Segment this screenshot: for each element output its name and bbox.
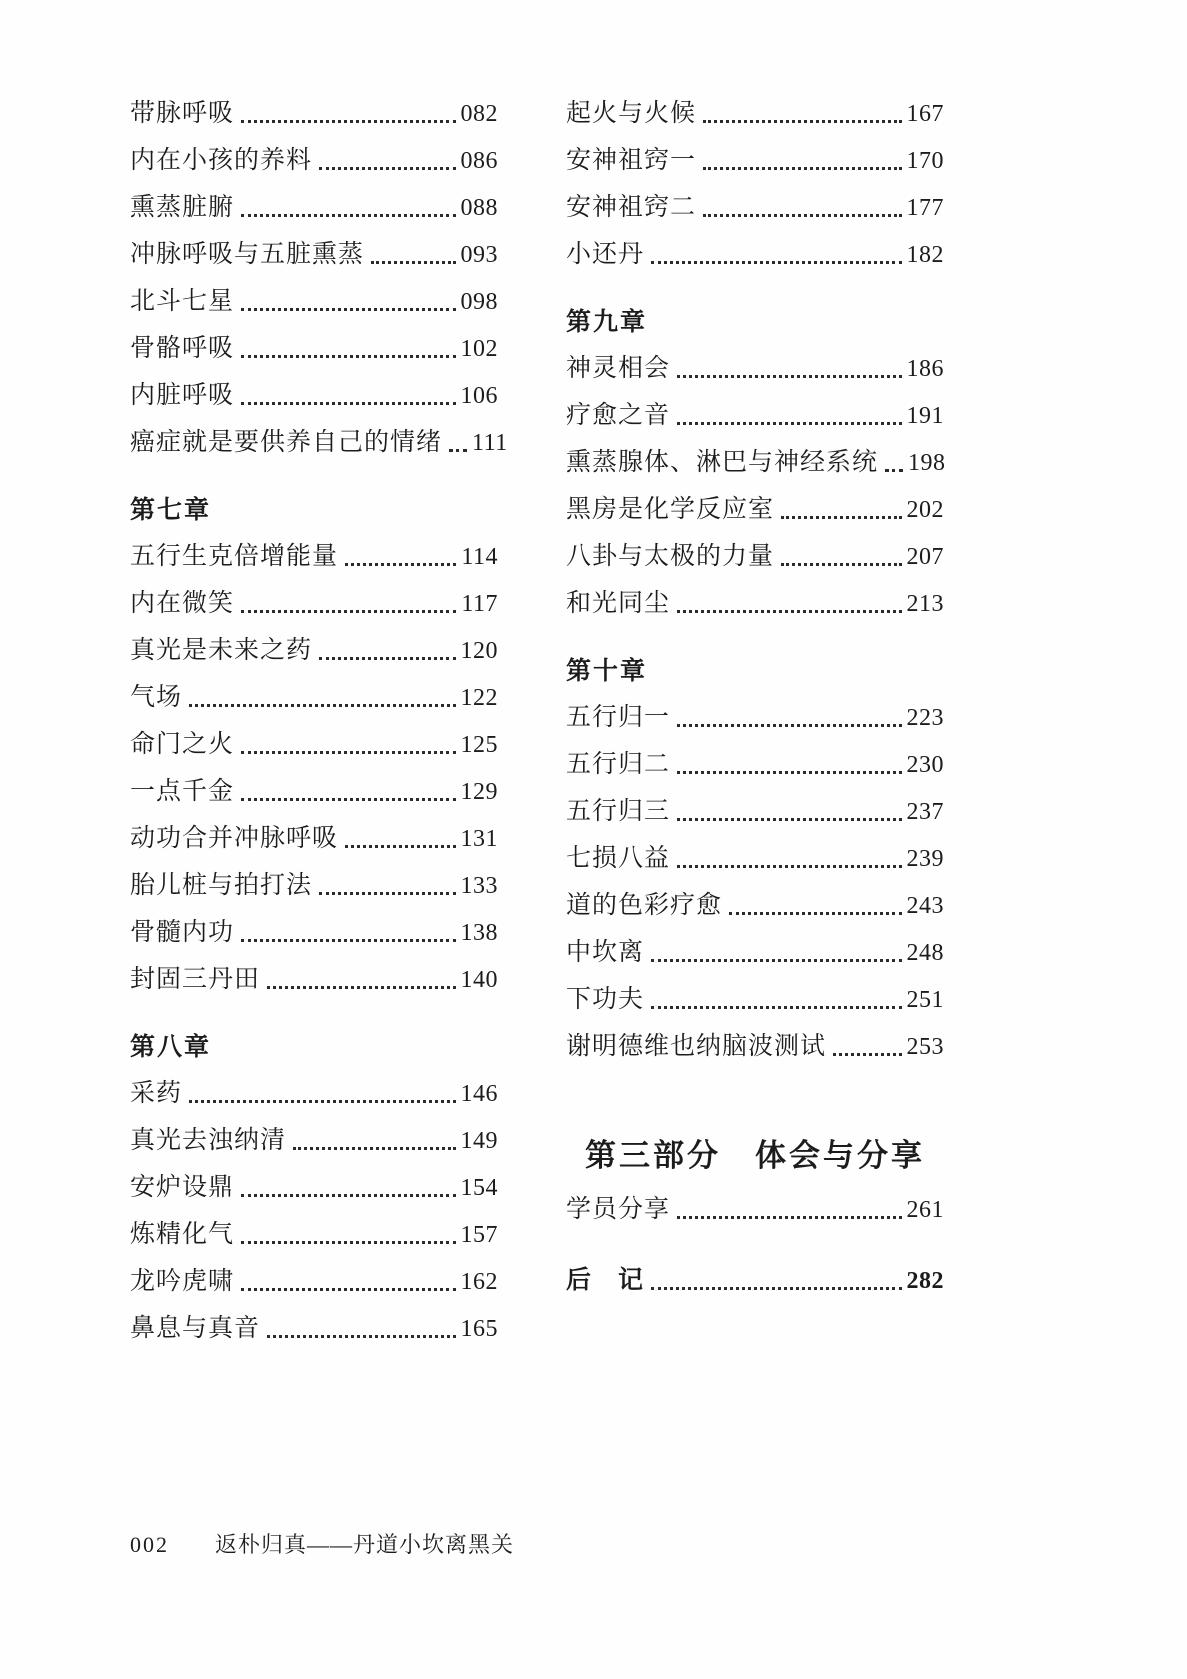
toc-entry bbox=[566, 88, 944, 135]
toc-entry-title: 采药 bbox=[130, 1080, 183, 1107]
toc-entry bbox=[130, 1115, 498, 1162]
toc-columns bbox=[130, 88, 944, 1350]
toc-entry-title: 神灵相会 bbox=[566, 355, 671, 382]
dot-leader bbox=[293, 1147, 455, 1150]
toc-entry-page-number: 133 bbox=[460, 873, 498, 899]
dot-leader bbox=[885, 469, 903, 472]
toc-entry-title: 骨髓内功 bbox=[130, 919, 235, 946]
toc-entry-page-number: 186 bbox=[906, 356, 944, 382]
toc-entry-page-number: 198 bbox=[908, 450, 946, 476]
toc-entry-title: 骨骼呼吸 bbox=[130, 335, 235, 362]
dot-leader bbox=[241, 120, 455, 123]
toc-entry-page-number: 243 bbox=[906, 893, 944, 919]
toc-entry bbox=[566, 786, 944, 833]
chapter-heading: 第九章 bbox=[566, 308, 648, 336]
toc-entry-page-number: 125 bbox=[460, 732, 498, 758]
toc-entry-title: 五行归一 bbox=[566, 704, 671, 731]
dot-leader bbox=[703, 120, 901, 123]
toc-entry-page-number: 165 bbox=[460, 1316, 498, 1342]
toc-entry-page-number: 086 bbox=[460, 148, 498, 174]
dot-leader bbox=[781, 516, 901, 519]
toc-entry-title: 道的色彩疗愈 bbox=[566, 892, 723, 919]
dot-leader bbox=[703, 214, 901, 217]
dot-leader bbox=[677, 771, 901, 774]
toc-entry-page-number: 129 bbox=[460, 779, 498, 805]
toc-entry-page-number: 191 bbox=[906, 403, 944, 429]
toc-entry bbox=[566, 974, 944, 1021]
toc-entry bbox=[566, 390, 944, 437]
dot-leader bbox=[345, 845, 455, 848]
toc-entry-title: 胎儿桩与拍打法 bbox=[130, 872, 313, 899]
toc-group bbox=[130, 484, 498, 1001]
chapter-heading: 第七章 bbox=[130, 496, 212, 524]
dot-leader bbox=[241, 214, 455, 217]
toc-entry-page-number: 131 bbox=[460, 826, 498, 852]
toc-entry-page-number: 102 bbox=[460, 336, 498, 362]
toc-entry-title: 后 记 bbox=[566, 1267, 645, 1294]
toc-entry-page-number: 177 bbox=[906, 195, 944, 221]
toc-entry-page-number: 182 bbox=[906, 242, 944, 268]
toc-entry-page-number: 251 bbox=[906, 987, 944, 1013]
toc-entry-page-number: 093 bbox=[460, 242, 498, 268]
toc-entry bbox=[566, 739, 944, 786]
dot-leader bbox=[651, 1287, 901, 1290]
toc-entry bbox=[566, 692, 944, 739]
dot-leader bbox=[677, 422, 901, 425]
dot-leader bbox=[241, 1241, 455, 1244]
chapter-heading: 第十章 bbox=[566, 657, 648, 685]
toc-group bbox=[566, 645, 944, 1068]
toc-entry-title: 疗愈之音 bbox=[566, 402, 671, 429]
toc-entry bbox=[566, 229, 944, 276]
toc-entry bbox=[566, 343, 944, 390]
dot-leader bbox=[677, 724, 901, 727]
toc-entry-title: 鼻息与真音 bbox=[130, 1315, 261, 1342]
toc-entry bbox=[566, 1021, 944, 1068]
toc-entry-title: 八卦与太极的力量 bbox=[566, 543, 775, 570]
toc-entry bbox=[130, 531, 498, 578]
dot-leader bbox=[677, 818, 901, 821]
dot-leader bbox=[677, 865, 901, 868]
toc-entry-title: 带脉呼吸 bbox=[130, 100, 235, 127]
toc-group bbox=[566, 88, 944, 276]
toc-column-left bbox=[130, 88, 508, 1350]
toc-entry-page-number: 261 bbox=[906, 1197, 944, 1223]
dot-leader bbox=[319, 892, 455, 895]
toc-entry-title: 命门之火 bbox=[130, 731, 235, 758]
toc-entry-title: 动功合并冲脉呼吸 bbox=[130, 825, 339, 852]
toc-entry bbox=[130, 88, 498, 135]
toc-entry-title: 北斗七星 bbox=[130, 288, 235, 315]
toc-entry-page-number: 098 bbox=[460, 289, 498, 315]
toc-entry-title: 冲脉呼吸与五脏熏蒸 bbox=[130, 241, 365, 268]
toc-entry-page-number: 106 bbox=[460, 383, 498, 409]
dot-leader bbox=[241, 308, 455, 311]
dot-leader bbox=[241, 798, 455, 801]
dot-leader bbox=[703, 167, 901, 170]
toc-entry-title: 一点千金 bbox=[130, 778, 235, 805]
toc-entry-title: 安炉设鼎 bbox=[130, 1174, 235, 1201]
toc-entry-page-number: 149 bbox=[460, 1128, 498, 1154]
dot-leader bbox=[729, 912, 901, 915]
toc-entry-title: 封固三丹田 bbox=[130, 966, 261, 993]
toc-entry-title: 内在小孩的养料 bbox=[130, 147, 313, 174]
toc-entry bbox=[566, 927, 944, 974]
toc-entry-title: 谢明德维也纳脑波测试 bbox=[566, 1033, 827, 1060]
toc-entry bbox=[130, 323, 498, 370]
toc-entry-title: 五行归三 bbox=[566, 798, 671, 825]
toc-entry-page-number: 213 bbox=[906, 591, 944, 617]
toc-entry-page-number: 223 bbox=[906, 705, 944, 731]
footer-folio-number: 002 bbox=[130, 1532, 169, 1557]
chapter-heading: 第八章 bbox=[130, 1033, 212, 1061]
dot-leader bbox=[651, 1006, 901, 1009]
toc-entry-title: 安神祖窍一 bbox=[566, 147, 697, 174]
dot-leader bbox=[677, 610, 901, 613]
toc-entry-page-number: 146 bbox=[460, 1081, 498, 1107]
toc-entry-page-number: 111 bbox=[472, 430, 508, 456]
toc-entry-title: 安神祖窍二 bbox=[566, 194, 697, 221]
toc-entry-page-number: 117 bbox=[461, 591, 498, 617]
toc-entry bbox=[566, 531, 944, 578]
toc-group bbox=[566, 296, 944, 625]
toc-entry-page-number: 088 bbox=[460, 195, 498, 221]
toc-entry-page-number: 253 bbox=[906, 1034, 944, 1060]
toc-entry bbox=[130, 229, 498, 276]
dot-leader bbox=[319, 657, 455, 660]
dot-leader bbox=[319, 167, 455, 170]
dot-leader bbox=[677, 1216, 901, 1219]
toc-entry bbox=[566, 578, 944, 625]
toc-entry-page-number: 138 bbox=[460, 920, 498, 946]
toc-entry-title: 小还丹 bbox=[566, 241, 645, 268]
toc-entry-title: 中坎离 bbox=[566, 939, 645, 966]
toc-entry bbox=[566, 437, 944, 484]
toc-entry bbox=[566, 1255, 944, 1302]
toc-entry-title: 五行归二 bbox=[566, 751, 671, 778]
toc-entry-page-number: 114 bbox=[461, 544, 498, 570]
toc-entry bbox=[130, 1068, 498, 1115]
dot-leader bbox=[651, 261, 901, 264]
toc-entry bbox=[566, 833, 944, 880]
toc-entry-title: 气场 bbox=[130, 684, 183, 711]
toc-entry-page-number: 207 bbox=[906, 544, 944, 570]
toc-entry bbox=[566, 135, 944, 182]
toc-entry-page-number: 162 bbox=[460, 1269, 498, 1295]
toc-entry bbox=[130, 135, 498, 182]
toc-entry-title: 下功夫 bbox=[566, 986, 645, 1013]
dot-leader bbox=[449, 449, 467, 452]
toc-entry-page-number: 122 bbox=[460, 685, 498, 711]
toc-entry-title: 黑房是化学反应室 bbox=[566, 496, 775, 523]
toc-entry-page-number: 167 bbox=[906, 101, 944, 127]
toc-entry bbox=[130, 813, 498, 860]
toc-entry-page-number: 282 bbox=[906, 1268, 944, 1294]
toc-group bbox=[566, 1255, 944, 1302]
toc-entry-page-number: 170 bbox=[906, 148, 944, 174]
toc-entry bbox=[566, 880, 944, 927]
toc-entry bbox=[130, 719, 498, 766]
toc-entry-title: 和光同尘 bbox=[566, 590, 671, 617]
dot-leader bbox=[241, 402, 455, 405]
dot-leader bbox=[241, 1194, 455, 1197]
toc-entry bbox=[130, 417, 508, 464]
toc-group bbox=[130, 88, 508, 464]
dot-leader bbox=[267, 1335, 455, 1338]
page-footer bbox=[130, 1528, 514, 1559]
toc-entry bbox=[130, 1162, 498, 1209]
dot-leader bbox=[833, 1053, 901, 1056]
toc-entry-page-number: 140 bbox=[460, 967, 498, 993]
toc-entry-page-number: 237 bbox=[906, 799, 944, 825]
toc-entry bbox=[130, 1209, 498, 1256]
toc-entry bbox=[130, 907, 498, 954]
toc-entry bbox=[566, 182, 944, 229]
toc-entry-page-number: 120 bbox=[460, 638, 498, 664]
dot-leader bbox=[651, 959, 901, 962]
toc-entry bbox=[130, 182, 498, 229]
toc-entry-title: 真光是未来之药 bbox=[130, 637, 313, 664]
toc-entry-page-number: 248 bbox=[906, 940, 944, 966]
toc-entry-title: 癌症就是要供养自己的情绪 bbox=[130, 429, 443, 456]
dot-leader bbox=[241, 939, 455, 942]
dot-leader bbox=[241, 355, 455, 358]
toc-entry-title: 龙吟虎啸 bbox=[130, 1268, 235, 1295]
toc-entry-title: 学员分享 bbox=[566, 1196, 671, 1223]
toc-entry-title: 炼精化气 bbox=[130, 1221, 235, 1248]
toc-entry bbox=[130, 860, 498, 907]
toc-entry bbox=[130, 1256, 498, 1303]
toc-entry bbox=[130, 1303, 498, 1350]
dot-leader bbox=[189, 1100, 455, 1103]
toc-entry bbox=[566, 484, 944, 531]
dot-leader bbox=[677, 375, 901, 378]
toc-entry-title: 内脏呼吸 bbox=[130, 382, 235, 409]
dot-leader bbox=[267, 986, 455, 989]
toc-entry bbox=[130, 672, 498, 719]
dot-leader bbox=[189, 704, 455, 707]
toc-entry-title: 五行生克倍增能量 bbox=[130, 543, 339, 570]
footer-book-title: 返朴归真——丹道小坎离黑关 bbox=[215, 1532, 515, 1557]
dot-leader bbox=[371, 261, 455, 264]
dot-leader bbox=[241, 610, 456, 613]
dot-leader bbox=[241, 1288, 455, 1291]
dot-leader bbox=[345, 563, 456, 566]
toc-entry-title: 七损八益 bbox=[566, 845, 671, 872]
toc-entry-title: 真光去浊纳清 bbox=[130, 1127, 287, 1154]
toc-entry-page-number: 082 bbox=[460, 101, 498, 127]
toc-entry-page-number: 157 bbox=[460, 1222, 498, 1248]
toc-entry-title: 熏蒸脏腑 bbox=[130, 194, 235, 221]
toc-entry bbox=[130, 766, 498, 813]
toc-entry-page-number: 154 bbox=[460, 1175, 498, 1201]
toc-group bbox=[566, 1088, 944, 1231]
toc-entry bbox=[130, 276, 498, 323]
toc-entry bbox=[130, 370, 498, 417]
part-heading: 第三部分 体会与分享 bbox=[585, 1137, 925, 1173]
toc-entry-page-number: 230 bbox=[906, 752, 944, 778]
dot-leader bbox=[781, 563, 901, 566]
toc-entry-page-number: 202 bbox=[906, 497, 944, 523]
toc-group bbox=[130, 1021, 498, 1350]
toc-entry bbox=[130, 578, 498, 625]
toc-entry bbox=[130, 954, 498, 1001]
dot-leader bbox=[241, 751, 455, 754]
toc-entry-title: 起火与火候 bbox=[566, 100, 697, 127]
toc-column-right bbox=[566, 88, 944, 1350]
toc-entry-title: 熏蒸腺体、淋巴与神经系统 bbox=[566, 449, 879, 476]
toc-entry bbox=[130, 625, 498, 672]
toc-entry bbox=[566, 1184, 944, 1231]
toc-entry-title: 内在微笑 bbox=[130, 590, 235, 617]
toc-entry-page-number: 239 bbox=[906, 846, 944, 872]
